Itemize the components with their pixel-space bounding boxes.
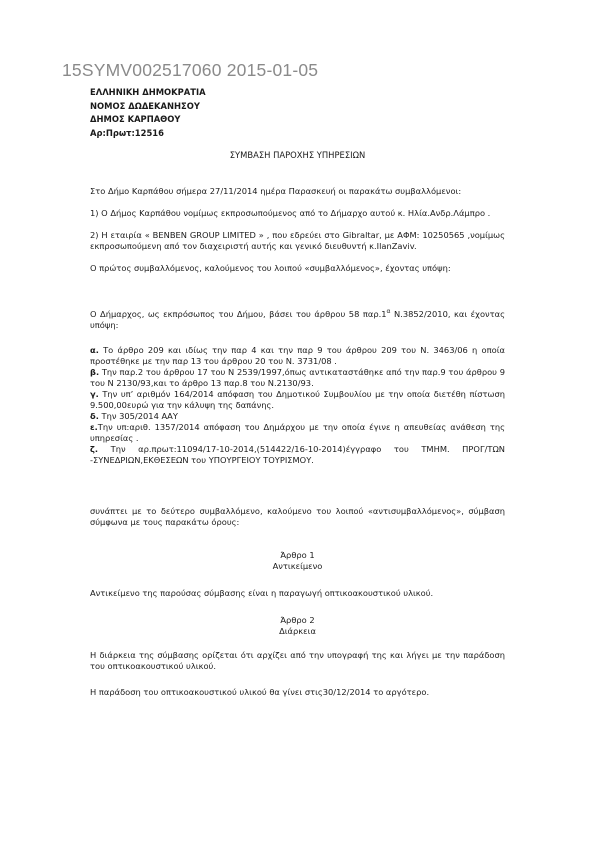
item-marker: β. bbox=[90, 367, 100, 377]
item-marker: ε. bbox=[90, 422, 98, 432]
item-text: Την υπ’ αριθμόν 164/2014 απόφαση του Δημοτικού Συμβουλίου με την οποία διετέθη πίστωση 9.500,00ευρώ για την κάλυψη της δαπάνης. bbox=[90, 389, 505, 410]
item-text: Την παρ.2 του άρθρου 17 του Ν 2539/1997,όπως αντικαταστάθηκε από την παρ.9 του άρθρου 9 του Ν 2130/93,και το άρθρο 13 παρ.8 του Ν.2130/93. bbox=[90, 367, 505, 388]
mayor-superscript: α bbox=[386, 308, 391, 315]
article-2-delivery: Η παράδοση του οπτικοακουστικού υλικού θα γίνει στις30/12/2014 το αργότερο. bbox=[90, 687, 430, 697]
considerations-item bbox=[90, 367, 505, 389]
item-marker: α. bbox=[90, 345, 99, 355]
item-marker: γ. bbox=[90, 389, 99, 399]
article-1-number: Άρθρο 1 bbox=[280, 550, 315, 560]
party-2: 2) Η εταιρία « BENBEN GROUP LIMITED » , που εδρεύει στο Gibraltar, με ΑΦΜ: 10250565 ,νομίμως εκπροσωπούμενη από τον διαχειριστή αυτής και γενικό διευθυντή κ.IlanZaviv. bbox=[90, 230, 505, 251]
header-municipality: ΔΗΜΟΣ ΚΑΡΠΑΘΟΥ bbox=[90, 114, 181, 125]
mayor-paragraph bbox=[90, 307, 505, 330]
considerations-item bbox=[90, 389, 505, 411]
considerations-item bbox=[90, 345, 505, 367]
header-protocol-number: Αρ:Πρωτ:12516 bbox=[90, 127, 164, 138]
article-2-body: Η διάρκεια της σύμβασης ορίζεται ότι αρχίζει από την υπογραφή της και λήγει με την παράδοση του οπτικοακουστικού υλικού. bbox=[90, 650, 505, 671]
item-marker: δ. bbox=[90, 411, 99, 421]
item-text: Την 305/2014 ΑΑΥ bbox=[98, 411, 178, 421]
party-1: 1) Ο Δήμος Καρπάθου νομίμως εκπροσωπούμενος από το Δήμαρχο αυτού κ. Ηλία.Ανδρ.Λάμπρο . bbox=[90, 208, 491, 218]
article-1-heading: Αντικείμενο bbox=[272, 561, 323, 571]
considerations-item bbox=[90, 444, 505, 466]
considerations-item bbox=[90, 411, 505, 422]
article-2-number: Άρθρο 2 bbox=[280, 615, 315, 625]
document-stamp: 15SYMV002517060 2015-01-05 bbox=[62, 60, 319, 80]
header-prefecture: ΝΟΜΟΣ ΔΩΔΕΚΑΝΗΣΟΥ bbox=[90, 100, 200, 111]
mayor-text: Ο Δήμαρχος, ως εκπρόσωπος του Δήμου, βάσει του άρθρου 58 παρ.1 bbox=[90, 308, 387, 319]
item-text: Την αρ.πρωτ:11094/17-10-2014,(514422/16-10-2014)έγγραφο του ΤΜΗΜ. ΠΡΟΓ/ΤΩΝ -ΣΥΝΕΔΡΙΩΝ,ΕΚΘΕΣΕΩΝ του ΥΠΟΥΡΓΕΙΟΥ ΤΟΥΡΙΣΜΟΥ. bbox=[90, 444, 505, 465]
item-marker: ζ. bbox=[90, 444, 99, 454]
article-1-body: Αντικείμενο της παρούσας σύμβασης είναι η παραγωγή οπτικοακουστικού υλικού. bbox=[90, 588, 434, 598]
agreement-paragraph: συνάπτει με το δεύτερο συμβαλλόμενο, καλούμενο του λοιπού «αντισυμβαλλόμενος», σύμβαση σύμφωνα με τους παρακάτω όρους: bbox=[90, 506, 505, 527]
header-republic: ΕΛΛΗΝΙΚΗ ΔΗΜΟΚΡΑΤΙΑ bbox=[90, 87, 206, 97]
issuer-header bbox=[90, 86, 206, 140]
article-2-heading: Διάρκεια bbox=[279, 626, 316, 636]
considerations-item bbox=[90, 422, 505, 444]
first-party-note: Ο πρώτος συμβαλλόμενος, καλούμενος του λοιπού «συμβαλλόμενος», έχοντας υπόψη: bbox=[90, 263, 451, 273]
mayor-tail: Ν.3852/2010, και έχοντας υπόψη: bbox=[90, 308, 505, 330]
intro-paragraph: Στο Δήμο Καρπάθου σήμερα 27/11/2014 ημέρα Παρασκευή οι παρακάτω συμβαλλόμενοι: bbox=[90, 186, 462, 196]
item-text: Το άρθρο 209 και ιδίως την παρ 4 και την παρ 9 του άρθρου 209 του Ν. 3463/06 η οποία προστέθηκε με την παρ 13 του άρθρου 20 του Ν. 3731/08 . bbox=[90, 345, 505, 366]
item-text: Την υπ:αριθ. 1357/2014 απόφαση του Δημάρχου με την οποία έγινε η απευθείας ανάθεση της υπηρεσίας . bbox=[90, 422, 505, 443]
document-title: ΣΥΜΒΑΣΗ ΠΑΡΟΧΗΣ ΥΠΗΡΕΣΙΩΝ bbox=[229, 150, 366, 160]
